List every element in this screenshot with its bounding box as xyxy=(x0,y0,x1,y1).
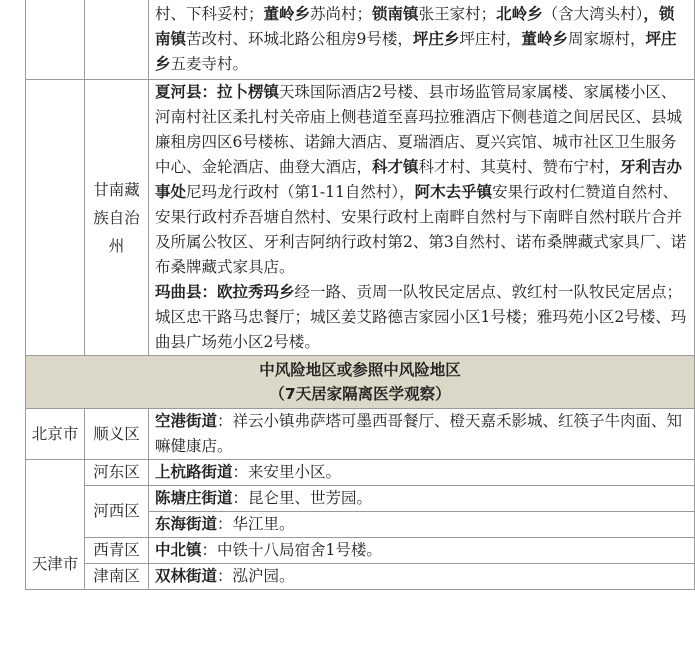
place-name: 董岭乡 xyxy=(521,29,568,48)
place-name: 牙利吉办事处 xyxy=(155,158,683,201)
place-name: 上杭路街道 xyxy=(155,463,233,481)
place-detail: 安果行政村仁赞道自然村、安果行政村乔吾塘自然村、安果行政村上南畔自然村与下南畔自然村联片合并及所属公牧区、牙利吉阿纳行政村第2、第3自然村、诺布桑牌藏式家具厂、诺布桑牌藏式家具店。 xyxy=(155,183,687,276)
city-cell xyxy=(85,80,149,356)
section-header xyxy=(26,356,695,409)
county-cell xyxy=(85,0,149,80)
district-cell xyxy=(85,564,149,590)
district-name: 河西区 xyxy=(93,502,140,520)
area-list-cell xyxy=(149,409,695,460)
place-detail: 天珠国际酒店2号楼、县市场监管局家属楼、家属楼小区、河南村社区柔扎村关帝庙上侧巷道至喜玛拉雅酒店下侧巷道之间居民区、县城廉租房四区6号楼栋、诺錦大酒店、夏瑞酒店、夏兴宾馆、城市社区卫生服务中心、金轮酒店、曲登大酒店， xyxy=(155,83,683,176)
area-paragraph xyxy=(155,538,687,563)
area-paragraph xyxy=(155,409,687,459)
table-row xyxy=(26,564,695,590)
district-cell xyxy=(85,460,149,486)
area-list-cell xyxy=(149,564,695,590)
area-paragraph xyxy=(155,2,687,77)
place-name: 玛曲县：欧拉秀玛乡 xyxy=(155,283,295,301)
district-name: 河东区 xyxy=(93,463,140,481)
place-name: 阿木去乎镇 xyxy=(414,183,493,201)
place-detail: 坪庄村， xyxy=(459,29,522,48)
risk-area-table xyxy=(25,0,695,590)
area-list-cell xyxy=(149,486,695,512)
place-name: 夏河县：拉卜楞镇 xyxy=(155,83,280,101)
place-detail: 科才村、其莫村、赞布宁村， xyxy=(418,158,621,176)
place-detail: （含大湾头村） xyxy=(542,4,644,23)
place-name: 陈塘庄街道 xyxy=(155,489,233,507)
place-detail: 苏尚村； xyxy=(310,4,373,23)
place-detail: 尼玛龙行政村（第1-11自然村）， xyxy=(186,183,415,201)
maqu-county-paragraph xyxy=(155,280,687,355)
place-detail: 五麦寺村。 xyxy=(170,54,249,73)
place-detail: 经一路、贡周一队牧民定居点、敦红村一队牧民定居点；城区忠干路马忠餐厅；城区姜艾路德吉家园小区1号楼；雅玛苑小区2号楼、玛曲县广场苑小区2号楼。 xyxy=(155,283,687,351)
area-list-cell xyxy=(149,512,695,538)
place-name: 北岭乡 xyxy=(496,4,543,23)
city-cell xyxy=(26,460,85,590)
city-name: 甘南藏族自治州 xyxy=(93,180,140,255)
place-detail: 张王家村； xyxy=(418,4,497,23)
section-subtitle: （7天居家隔离医学观察） xyxy=(269,385,451,403)
place-detail: 周家塬村， xyxy=(567,29,646,48)
area-list-cell xyxy=(149,538,695,564)
place-name: 科才镇 xyxy=(372,158,419,176)
region-cell xyxy=(26,80,85,356)
district-name: 顺义区 xyxy=(93,424,140,443)
city-cell xyxy=(26,409,85,460)
place-name: 董岭乡 xyxy=(263,4,311,23)
table-row xyxy=(26,409,695,460)
place-name: 中北镇 xyxy=(155,541,202,559)
place-detail: 苦改村、环城北路公租房9号楼， xyxy=(186,29,413,48)
area-paragraph xyxy=(155,564,687,589)
xiahe-county-paragraph xyxy=(155,80,687,280)
area-list-cell xyxy=(149,80,695,356)
place-name: 空港街道 xyxy=(155,412,218,430)
place-name: 锁南镇 xyxy=(372,4,419,23)
district-name: 西青区 xyxy=(93,541,140,559)
district-cell xyxy=(85,538,149,564)
place-name: 双林街道 xyxy=(155,567,218,585)
place-name: 东海街道 xyxy=(155,515,218,533)
place-name: 坪庄乡 xyxy=(412,29,460,48)
table-row xyxy=(26,80,695,356)
area-paragraph xyxy=(155,512,687,537)
place-name: 坪庄乡 xyxy=(155,29,677,73)
area-paragraph xyxy=(155,486,687,511)
place-detail: ：祥云小镇弗萨塔可墨西哥餐厅、橙天嘉禾影城、红筷子牛肉面、知嘛健康店。 xyxy=(155,412,683,455)
table-row xyxy=(26,486,695,512)
place-detail: ：泓沪园。 xyxy=(217,567,295,585)
place-detail: ：昆仑里、世芳园。 xyxy=(232,489,373,507)
city-name: 北京市 xyxy=(31,424,79,443)
place-detail: 村、下科妥村； xyxy=(155,4,264,23)
place-detail: ：中铁十八局宿舍1号楼。 xyxy=(201,541,382,559)
area-list-cell xyxy=(149,0,695,80)
section-title: 中风险地区或参照中风险地区 xyxy=(259,361,461,379)
place-name: ，锁南镇 xyxy=(155,4,675,48)
table-row xyxy=(26,460,695,486)
area-list-cell xyxy=(149,460,695,486)
district-name: 津南区 xyxy=(93,567,140,585)
table-row xyxy=(26,0,695,80)
district-cell xyxy=(85,409,149,460)
district-cell xyxy=(85,486,149,538)
region-cell xyxy=(26,0,85,80)
city-name: 天津市 xyxy=(31,555,79,573)
area-paragraph xyxy=(155,460,687,485)
place-detail: ：华江里。 xyxy=(217,515,295,533)
place-detail: ：来安里小区。 xyxy=(232,463,342,481)
table-row xyxy=(26,538,695,564)
section-header-row xyxy=(26,356,695,409)
